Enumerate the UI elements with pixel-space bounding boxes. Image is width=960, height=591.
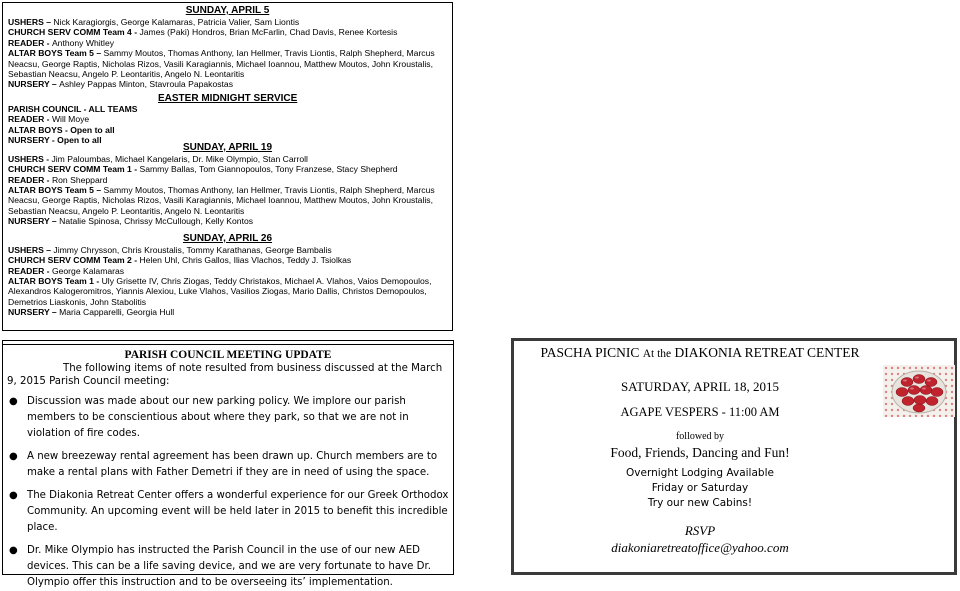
council-items xyxy=(3,394,453,591)
separator: – xyxy=(49,307,60,318)
duty-label: CHURCH SERV COMM Team 2 xyxy=(8,255,132,266)
duty-label: ALTAR BOYS - Open to all xyxy=(8,124,115,135)
council-intro: The following items of note resulted from business discussed at the March 9, 2015 Parish Council meeting: xyxy=(7,363,443,387)
section-easter xyxy=(8,92,447,146)
duty-line xyxy=(8,307,447,317)
day-title: SUNDAY, APRIL 26 xyxy=(182,232,273,244)
council-update-box xyxy=(2,340,454,588)
title-at: At the xyxy=(642,348,672,360)
bullet-icon: ● xyxy=(9,545,18,556)
duty-lines xyxy=(8,17,447,90)
item-text: The Diakonia Retreat Center offers a wonderful experience for our Greek Orthodox Community. An upcoming event will be held later in 2015 to benefit this incredible place. xyxy=(27,490,449,533)
duty-names: Ashley Pappas Minton, Stavroula Papakostas xyxy=(59,79,233,90)
duty-label: USHERS xyxy=(8,153,44,164)
duty-label: USHERS xyxy=(8,17,44,27)
duty-names: Nick Karagiorgis, George Kalamaras, Patricia Valier, Sam Liontis xyxy=(53,17,300,27)
picnic-title xyxy=(514,345,886,361)
separator: – xyxy=(49,79,60,90)
duty-names: Uly Grisette IV, Chris Ziogas, Teddy Christakos, Michael A. Vlahos, Vaios Demopoulos, Alexandros Kalogeromitros, Yiannis Alexiou, Luke Vlahos, Vasilios Ziogas, Mario Dallis, Christos Demopoulos, Demetrios Liaskonis, John Stabolitis xyxy=(8,275,432,307)
day-title: EASTER MIDNIGHT SERVICE xyxy=(158,92,298,104)
divider xyxy=(3,341,453,345)
section-april-26 xyxy=(8,233,447,318)
duty-label: READER xyxy=(8,114,45,125)
list-item xyxy=(9,449,449,481)
item-text: Dr. Mike Olympio has instructed the Parish Council in the use of our new AED devices. This can be a life saving device, and we are very fortunate to have Dr. Olympio offer this instruction and to be overseeing its’ implementation. xyxy=(27,545,431,588)
duty-label: PARISH COUNCIL - ALL TEAMS xyxy=(8,103,138,114)
separator: – xyxy=(43,244,54,255)
followed-by-text: followed by xyxy=(675,431,725,442)
day-title: SUNDAY, APRIL 19 xyxy=(182,141,273,153)
duty-lines xyxy=(8,245,447,318)
lodging-info xyxy=(514,466,886,511)
duty-label: READER xyxy=(8,265,45,276)
separator: - xyxy=(44,114,52,125)
rsvp-label: RSVP xyxy=(684,523,716,538)
bullet-icon: ● xyxy=(9,490,18,501)
separator: - xyxy=(44,265,52,276)
duty-lines xyxy=(8,104,138,146)
duty-line xyxy=(8,114,138,124)
separator: - xyxy=(93,275,102,286)
duty-lines xyxy=(8,154,447,227)
separator: - xyxy=(44,174,52,185)
item-text: Discussion was made about our new parking policy. We implore our parish members to be conscientious about where they park, so that we are not in violation of fire codes. xyxy=(27,396,409,439)
duty-label: ALTAR BOYS Team 5 xyxy=(8,185,94,196)
duty-line xyxy=(8,135,138,145)
duty-label: READER xyxy=(8,174,45,185)
food-tagline: Food, Friends, Dancing and Fun! xyxy=(610,445,790,460)
duty-names: Helen Uhl, Chris Gallos, Ilias Vlachos, Teddy J. Tsiolkas xyxy=(139,255,352,266)
duty-names: Natalie Spinosa, Chrissy McCullough, Kelly Kontos xyxy=(59,216,254,227)
lodging-line: Friday or Saturday xyxy=(651,482,749,494)
bullet-icon: ● xyxy=(9,396,18,407)
duty-names: Ron Sheppard xyxy=(51,174,108,185)
item-text: A new breezeway rental agreement has been drawn up. Church members are to make a rental plans with Father Demetri if they are in need of using the space. xyxy=(27,451,438,478)
separator: - xyxy=(44,37,52,48)
duty-line xyxy=(8,79,447,89)
duty-names: Sammy Ballas, Tom Giannopoulos, Tony Franzese, Stacy Shepherd xyxy=(139,164,398,175)
duty-label: CHURCH SERV COMM Team 4 xyxy=(8,27,132,38)
list-item xyxy=(9,543,449,591)
duty-line xyxy=(8,104,138,114)
duty-names: Sammy Moutos, Thomas Anthony, Ian Hellmer, Travis Liontis, Ralph Shepherd, Marcus Neacsu, George Raptis, Nicholas Rizos, Vasili Karagiannis, Michael Ioannou, Matthew Moutos, John Kroustalis, Sebastian Neacsu, Angelo P. Leontaritis, Angelo N. Leontaritis xyxy=(8,185,435,216)
rsvp-email: diakoniaretreatoffice@yahoo.com xyxy=(611,540,789,555)
separator: - xyxy=(131,255,140,266)
duty-line xyxy=(8,38,447,48)
duty-line xyxy=(8,266,447,276)
duty-line xyxy=(8,27,447,37)
duty-names: Will Moye xyxy=(51,114,90,125)
pascha-picnic-flyer xyxy=(511,338,957,575)
duty-line xyxy=(8,216,447,226)
duty-label: ALTAR BOYS Team 5 xyxy=(8,48,94,59)
duty-label: CHURCH SERV COMM Team 1 xyxy=(8,164,132,175)
separator: - xyxy=(131,164,140,175)
duty-names: Maria Capparelli, Georgia Hull xyxy=(59,307,175,318)
section-april-19 xyxy=(8,142,447,227)
lodging-line: Try our new Cabins! xyxy=(647,497,753,509)
duty-names: Sammy Moutos, Thomas Anthony, Ian Hellmer, Travis Liontis, Ralph Shepherd, Marcus Neacsu, George Raptis, Nicholas Rizos, Vasili Karagiannis, Michael Ioannou, Matthew Moutos, John Kroustalis, Sebastian Neacsu, Angelo P. Leontaritis, Angelo N. Leontaritis xyxy=(8,48,435,80)
separator: - xyxy=(131,27,140,38)
red-eggs-icon xyxy=(883,365,955,417)
duty-label: NURSERY xyxy=(8,216,50,227)
title-place: DIAKONIA RETREAT CENTER xyxy=(674,345,860,360)
bullet-icon: ● xyxy=(9,451,18,462)
duty-label: ALTAR BOYS Team 1 xyxy=(8,275,94,286)
duty-names: Anthony Whitley xyxy=(51,37,115,48)
duty-names: Jim Paloumbas, Michael Kangelaris, Dr. Mike Olympio, Stan Carroll xyxy=(51,153,308,164)
duty-line xyxy=(8,154,447,164)
altar-schedule-box xyxy=(2,2,453,331)
duty-line xyxy=(8,175,447,185)
lodging-line: Overnight Lodging Available xyxy=(626,467,774,479)
separator: – xyxy=(49,216,60,227)
duty-line xyxy=(8,164,447,174)
duty-line xyxy=(8,48,447,79)
duty-label: NURSERY - Open to all xyxy=(8,135,102,146)
day-title: SUNDAY, APRIL 5 xyxy=(185,5,270,16)
title-main: PASCHA PICNIC xyxy=(540,345,640,360)
list-item xyxy=(9,394,449,442)
duty-line xyxy=(8,125,138,135)
list-item xyxy=(9,488,449,536)
vespers-time: AGAPE VESPERS - 11:00 AM xyxy=(620,405,780,419)
separator: - xyxy=(43,153,52,164)
picnic-date: SATURDAY, APRIL 18, 2015 xyxy=(620,379,780,394)
duty-line xyxy=(8,255,447,265)
council-title: PARISH COUNCIL MEETING UPDATE xyxy=(124,349,332,361)
duty-line xyxy=(8,276,447,307)
duty-label: USHERS xyxy=(8,244,44,255)
separator: – xyxy=(43,17,54,27)
duty-names: George Kalamaras xyxy=(51,265,125,276)
duty-line xyxy=(8,17,447,27)
duty-line xyxy=(8,245,447,255)
section-april-5 xyxy=(8,5,447,90)
separator: – xyxy=(93,185,104,196)
duty-names: Jimmy Chrysson, Chris Kroustalis, Tommy Karathanas, George Bambalis xyxy=(53,244,332,255)
duty-label: READER xyxy=(8,37,45,48)
red-eggs-photo xyxy=(883,365,955,417)
duty-line xyxy=(8,185,447,216)
separator: – xyxy=(93,48,104,59)
duty-names: James (Paki) Hondros, Brian McFarlin, Chad Davis, Renee Kortesis xyxy=(139,27,398,38)
duty-label: NURSERY xyxy=(8,307,50,318)
duty-label: NURSERY xyxy=(8,79,50,90)
